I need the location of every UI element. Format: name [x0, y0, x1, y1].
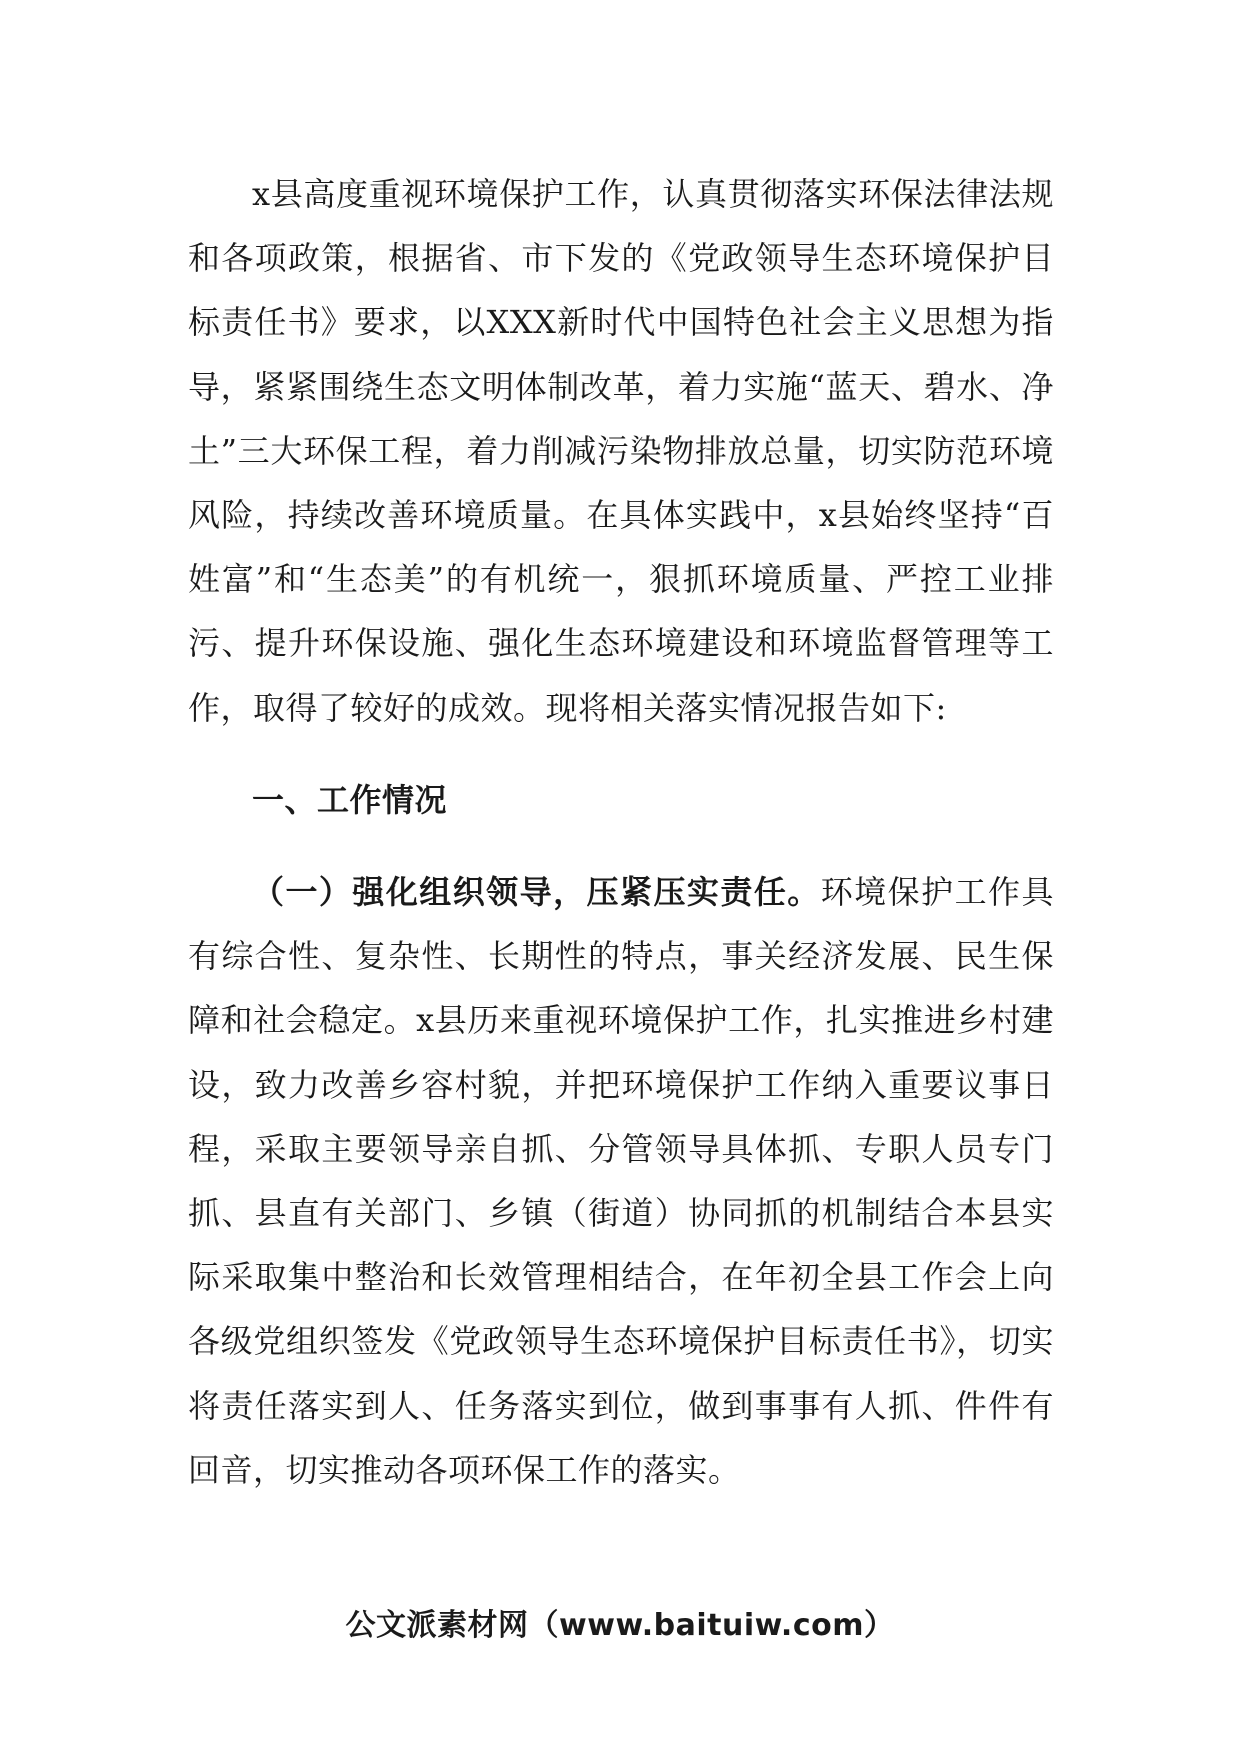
subsection-lead: （一）强化组织领导，压紧压实责任。: [252, 873, 821, 912]
subsection-body: 环境保护工作具有综合性、复杂性、长期性的特点，事关经济发展、民生保障和社会稳定。x县历来重视环境保护工作，扎实推进乡村建设，致力改善乡容村貌，并把环境保护工作纳入重要议事日程，采取主要领导亲自抓、分管领导具体抓、专职人员专门抓、县直有关部门、乡镇（街道）协同抓的机制结合本县实际采取集中整治和长效管理相结合，在年初全县工作会上向各级党组织签发《党政领导生态环境保护目标责任书》，切实将责任落实到人、任务落实到位，做到事事有人抓、件件有回音，切实推动各项环保工作的落实。: [188, 873, 1054, 1489]
section-heading: 一、工作情况: [252, 780, 448, 819]
intro-paragraph: x县高度重视环境保护工作，认真贯彻落实环保法律法规和各项政策，根据省、市下发的《党政领导生态环境保护目标责任书》要求，以XXX新时代中国特色社会主义思想为指导，紧紧围绕生态文明体制改革，着力实施“蓝天、碧水、净土”三大环保工程，着力削减污染物排放总量，切实防范环境风险，持续改善环境质量。在具体实践中，x县始终坚持“百姓富”和“生态美”的有机统一，狠抓环境质量、严控工业排污、提升环保设施、强化生态环境建设和环境监督管理等工作，取得了较好的成效。现将相关落实情况报告如下:: [188, 175, 1054, 727]
footer-watermark: 公文派素材网（www.baituiw.com）: [345, 1608, 895, 1643]
subsection-paragraph: [188, 860, 1054, 1502]
document-body: [188, 162, 1054, 1502]
